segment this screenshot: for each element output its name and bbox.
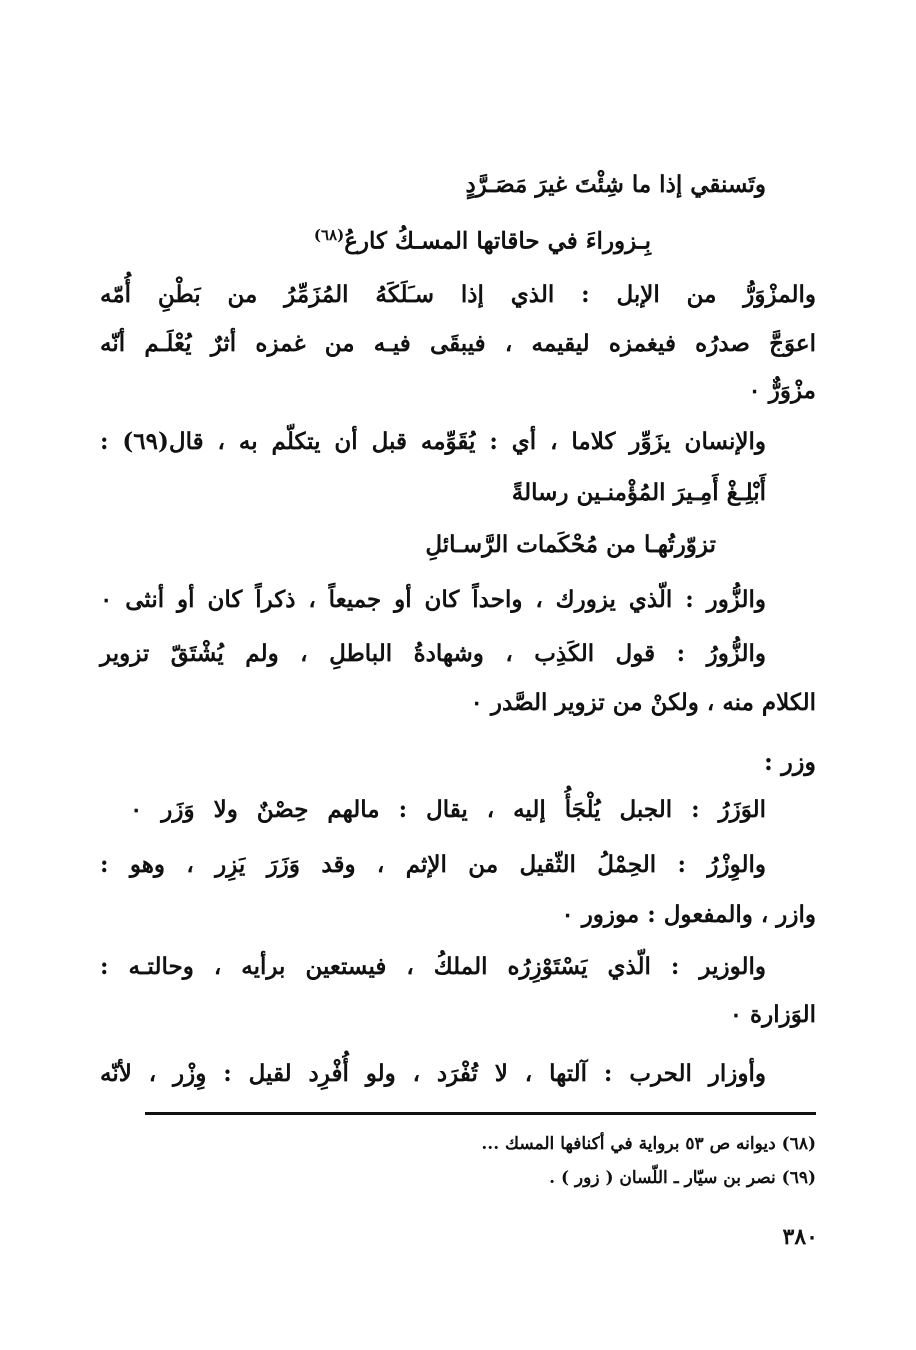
footnote-69: (٦٩) نصر بن سيّار ـ اللّسان ( زور ) . — [549, 1168, 816, 1188]
verse-line-1: وتَسنقي إذا ما شِئْتَ غيرَ مَصَـرَّدٍ — [465, 171, 766, 198]
body-line-6: والزُّورُ : قول الكَذِب ، وشهادةُ الباطلِ ، ولم يُشْتَقّ تزوير — [100, 640, 766, 667]
poem-line-1: أَبْلِـغْ أَمِـيرَ المُؤْمنـين رسالةً — [511, 479, 766, 506]
body-line-1: والمزْوَرُّ من الإبل : الذي إذا سـَلَكَهُ المُزَمِّرُ من بَطْنِ أُمّه — [100, 281, 816, 308]
body-line-8: الوَزَرُ : الجبل يُلْجَأُ إليه ، يقال : مالهم حِصْنٌ ولا وَزَر ٠ — [130, 796, 766, 823]
body-line-11: والوزير : الّذي يَسْتَوْزِرُه الملكُ ، فيستعين برأيه ، وحالتـه : — [100, 953, 766, 980]
body-line-5: والزُّور : الّذي يزورك ، واحداً كان أو جميعاً ، ذكراً كان أو أنثى ٠ — [100, 586, 766, 613]
body-line-12: الوَزارة ٠ — [729, 1001, 816, 1028]
verse-line-2-text: بِـزوراءَ في حاقاتها المسـكُ كارعُ — [344, 227, 651, 255]
page-number: ٣٨٠ — [782, 1224, 818, 1250]
body-line-3: مزْوَرٌّ ٠ — [748, 377, 816, 404]
body-line-10: وازر ، والمفعول : موزور ٠ — [561, 901, 816, 928]
footnote-divider — [145, 1112, 816, 1115]
body-line-9: والوِزْرُ : الحِمْلُ الثّقيل من الإثم ، وقد وَزَرَ يَزِر ، وهو : — [100, 851, 766, 878]
footnote-68: (٦٨) ديوانه ص ٥٣ برواية في أكنافها المسك ... — [481, 1134, 816, 1154]
body-line-4: والإنسان يزَوِّر كلاما ، أي : يُقَوِّمه قبل أن يتكلّم به ، قال(٦٩) : — [100, 428, 766, 455]
verse-line-2 — [314, 218, 651, 259]
footnote-ref-68: (٦٨) — [313, 226, 345, 244]
body-line-13: وأوزار الحرب : آلتها ، لا تُفْرَد ، ولو أُفْرِد لقيل : وِزْر ، لأنّه — [100, 1060, 766, 1087]
body-line-2: اعوَجَّ صدرُه فيغمزه ليقيمه ، فيبقَى فيـه من غمزه أثرٌ يُعْلَـم أنّه — [100, 330, 816, 357]
body-line-7: الكلام منه ، ولكنْ من تزوير الصَّدر ٠ — [470, 689, 816, 716]
poem-line-2: تزوّرتُهـا من مُحْكَمات الرَّسـائلِ — [425, 531, 716, 558]
section-heading-wzr: وزر : — [764, 747, 816, 776]
